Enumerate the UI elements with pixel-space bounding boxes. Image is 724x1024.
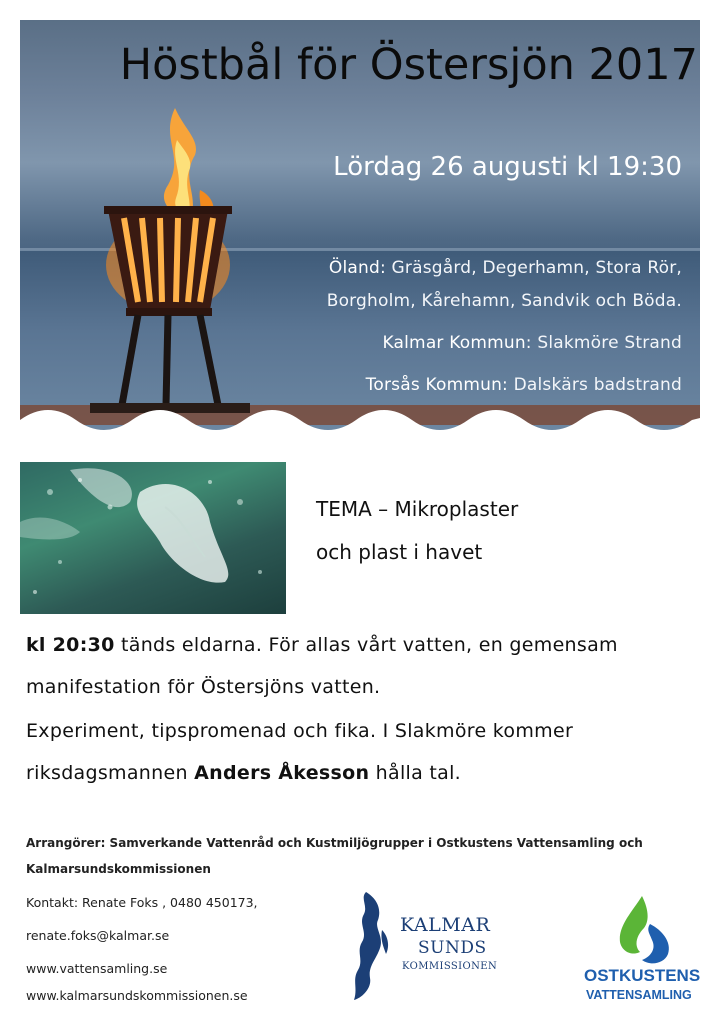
body-paragraph-2-line-2 — [26, 762, 461, 784]
ostkustens-logo-line-2: VATTENSAMLING — [586, 988, 692, 1002]
location-text: Borgholm, Kårehamn, Sandvik och Böda. — [326, 291, 682, 311]
location-label: Torsås Kommun: — [365, 375, 508, 395]
body-paragraph-2-line-1: Experiment, tipspromenad och fika. I Slakmöre kommer — [26, 720, 574, 742]
kalmarsund-logo-line-1: KALMAR — [400, 914, 491, 936]
wave-divider — [20, 392, 700, 440]
fire-basket-image — [80, 100, 260, 430]
contact-info: Kontakt: Renate Foks , 0480 450173, — [26, 895, 258, 910]
organizers-line-1: Arrangörer: Samverkande Vattenråd och Kustmiljögrupper i Ostkustens Vattensamling och — [26, 836, 643, 850]
contact-email[interactable]: renate.foks@kalmar.se — [26, 928, 170, 943]
location-text: Gräsgård, Degerhamn, Stora Rör, — [391, 258, 682, 278]
kalmarsund-map-logo — [348, 890, 398, 1002]
location-line-torsas — [366, 375, 682, 395]
organizers-line-2: Kalmarsundskommissionen — [26, 862, 211, 876]
body-paragraph-1-line-2: manifestation för Östersjöns vatten. — [26, 676, 381, 698]
plastic-in-sea-photo — [20, 462, 286, 614]
location-line-oland — [329, 258, 682, 278]
kalmarsund-logo-line-3: KOMMISSIONEN — [402, 961, 498, 972]
website-link-kalmarsund[interactable]: www.kalmarsundskommissionen.se — [26, 988, 248, 1003]
body-text: hålla tal. — [375, 762, 461, 784]
location-text: Dalskärs badstrand — [513, 375, 682, 395]
location-line-kalmar — [382, 333, 682, 353]
theme-line-1: TEMA – Mikroplaster — [316, 497, 519, 521]
event-date: Lördag 26 augusti kl 19:30 — [333, 152, 682, 182]
location-label: Öland: — [328, 258, 386, 278]
body-text: tänds eldarna. För allas vårt vatten, en gemensam — [121, 634, 618, 656]
website-link-vattensamling[interactable]: www.vattensamling.se — [26, 961, 168, 976]
body-paragraph-1-line-1 — [26, 634, 618, 656]
body-text: riksdagsmannen — [26, 762, 188, 784]
theme-line-2: och plast i havet — [316, 540, 483, 564]
speaker-name: Anders Åkesson — [194, 762, 370, 784]
location-label: Kalmar Kommun: — [382, 333, 532, 353]
poster-title: Höstbål för Östersjön 2017 — [119, 40, 698, 90]
ostkustens-logo-line-1: OSTKUSTENS — [584, 966, 701, 985]
hero-banner — [20, 20, 700, 440]
location-text: Slakmöre Strand — [537, 333, 682, 353]
location-line-oland-cont — [327, 291, 682, 311]
kalmarsund-logo-line-2: SUNDS — [418, 938, 487, 958]
time-highlight: kl 20:30 — [26, 634, 115, 656]
